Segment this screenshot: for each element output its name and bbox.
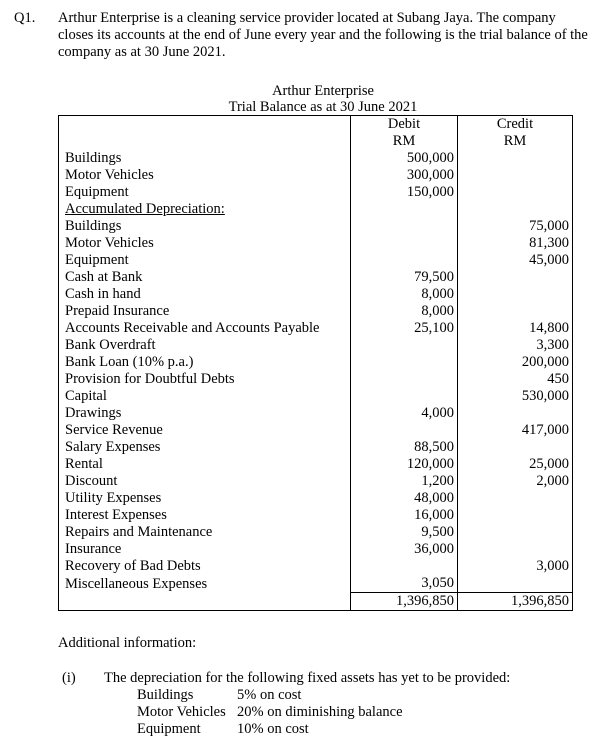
credit-amount: [458, 405, 573, 422]
table-row: [59, 218, 573, 235]
account-name: Provision for Doubtful Debts: [59, 371, 351, 388]
debit-amount: 8,000: [351, 303, 458, 320]
credit-amount: [458, 150, 573, 167]
account-name: Motor Vehicles: [59, 235, 351, 252]
credit-header: Credit: [458, 116, 573, 134]
table-row: [59, 524, 573, 541]
credit-amount: [458, 541, 573, 558]
trial-balance-table: [58, 115, 573, 611]
table-row: [59, 303, 573, 320]
account-name: Salary Expenses: [59, 439, 351, 456]
account-name: Interest Expenses: [59, 507, 351, 524]
account-name: Utility Expenses: [59, 490, 351, 507]
table-row: [59, 286, 573, 303]
asset-name: Buildings: [137, 687, 194, 703]
table-row: [59, 354, 573, 371]
debit-amount: 79,500: [351, 269, 458, 286]
table-row: [59, 490, 573, 507]
credit-amount: 3,300: [458, 337, 573, 354]
account-name: Service Revenue: [59, 422, 351, 439]
asset-name: Motor Vehicles: [137, 704, 226, 720]
account-name: Miscellaneous Expenses: [59, 575, 351, 593]
debit-amount: [351, 558, 458, 575]
debit-amount: 8,000: [351, 286, 458, 303]
credit-amount: 25,000: [458, 456, 573, 473]
credit-amount: [458, 575, 573, 593]
debit-amount: 300,000: [351, 167, 458, 184]
account-name: Equipment: [59, 252, 351, 269]
debit-amount: 150,000: [351, 184, 458, 201]
account-name: Bank Overdraft: [59, 337, 351, 354]
account-name: Capital: [59, 388, 351, 405]
credit-amount: 417,000: [458, 422, 573, 439]
debit-amount: 1,200: [351, 473, 458, 490]
debit-amount: 36,000: [351, 541, 458, 558]
debit-header: Debit: [351, 116, 458, 134]
debit-amount: 48,000: [351, 490, 458, 507]
debit-amount: [351, 371, 458, 388]
credit-currency: RM: [458, 133, 573, 150]
depreciation-rate: 10% on cost: [237, 721, 309, 737]
debit-amount: 120,000: [351, 456, 458, 473]
debit-amount: [351, 354, 458, 371]
account-name: Bank Loan (10% p.a.): [59, 354, 351, 371]
account-name: Cash at Bank: [59, 269, 351, 286]
total-debit: 1,396,850: [351, 593, 458, 611]
depreciation-item: [137, 721, 403, 738]
depreciation-list: [137, 687, 403, 738]
totals-label: [59, 593, 351, 611]
debit-amount: 25,100: [351, 320, 458, 337]
table-row: [59, 269, 573, 286]
table-row: [59, 405, 573, 422]
credit-amount: 45,000: [458, 252, 573, 269]
credit-amount: 200,000: [458, 354, 573, 371]
table-row: [59, 456, 573, 473]
additional-info-heading: Additional information:: [58, 635, 197, 651]
item-number: (i): [62, 670, 76, 686]
credit-amount: [458, 524, 573, 541]
account-name: Rental: [59, 456, 351, 473]
debit-amount: [351, 388, 458, 405]
credit-amount: [458, 184, 573, 201]
debit-amount: [351, 201, 458, 218]
credit-amount: 530,000: [458, 388, 573, 405]
account-name: Motor Vehicles: [59, 167, 351, 184]
table-row: [59, 320, 573, 337]
debit-amount: 16,000: [351, 507, 458, 524]
account-name: Equipment: [59, 184, 351, 201]
table-row: [59, 167, 573, 184]
account-name: Buildings: [59, 150, 351, 167]
credit-amount: [458, 286, 573, 303]
debit-amount: [351, 422, 458, 439]
table-row: [59, 201, 573, 218]
total-credit: 1,396,850: [458, 593, 573, 611]
debit-amount: [351, 252, 458, 269]
account-name: Cash in hand: [59, 286, 351, 303]
depreciation-rate: 20% on diminishing balance: [237, 704, 403, 720]
table-row: [59, 473, 573, 490]
debit-amount: 500,000: [351, 150, 458, 167]
table-row: [59, 558, 573, 575]
table-row: [59, 422, 573, 439]
company-name: Arthur Enterprise: [272, 83, 374, 99]
asset-name: Equipment: [137, 721, 201, 737]
credit-amount: [458, 167, 573, 184]
table-header-row: [59, 116, 573, 134]
account-name: Discount: [59, 473, 351, 490]
credit-amount: [458, 201, 573, 218]
credit-amount: 3,000: [458, 558, 573, 575]
credit-amount: 81,300: [458, 235, 573, 252]
credit-amount: [458, 269, 573, 286]
depreciation-item: [137, 704, 403, 721]
table-row: [59, 575, 573, 593]
table-row: [59, 541, 573, 558]
item-text: The depreciation for the following fixed assets has yet to be provided:: [104, 670, 511, 686]
table-row: [59, 371, 573, 388]
header-blank: [59, 116, 351, 134]
account-name: Drawings: [59, 405, 351, 422]
depreciation-item: [137, 687, 403, 704]
account-name: Prepaid Insurance: [59, 303, 351, 320]
account-name: Repairs and Maintenance: [59, 524, 351, 541]
debit-amount: 3,050: [351, 575, 458, 593]
depreciation-rate: 5% on cost: [237, 687, 302, 703]
table-row: [59, 337, 573, 354]
credit-amount: [458, 507, 573, 524]
credit-amount: [458, 439, 573, 456]
debit-amount: 9,500: [351, 524, 458, 541]
table-row: [59, 388, 573, 405]
account-name: Accounts Receivable and Accounts Payable: [59, 320, 351, 337]
table-row: [59, 235, 573, 252]
account-name: Recovery of Bad Debts: [59, 558, 351, 575]
credit-amount: [458, 490, 573, 507]
totals-row: [59, 593, 573, 611]
debit-amount: 88,500: [351, 439, 458, 456]
question-number: Q1.: [14, 10, 36, 26]
account-name: Buildings: [59, 218, 351, 235]
trial-balance-title: Trial Balance as at 30 June 2021: [228, 99, 418, 115]
credit-amount: 2,000: [458, 473, 573, 490]
credit-amount: [458, 303, 573, 320]
debit-amount: 4,000: [351, 405, 458, 422]
table-row: [59, 439, 573, 456]
debit-amount: [351, 337, 458, 354]
table-row: [59, 252, 573, 269]
credit-amount: 450: [458, 371, 573, 388]
credit-amount: 14,800: [458, 320, 573, 337]
debit-amount: [351, 218, 458, 235]
credit-amount: 75,000: [458, 218, 573, 235]
account-name: Insurance: [59, 541, 351, 558]
table-row: [59, 150, 573, 167]
debit-currency: RM: [351, 133, 458, 150]
question-intro: Arthur Enterprise is a cleaning service provider located at Subang Jaya. The company closes its accounts at the end of June every year and the following is the trial balance of the company as at 30 June 2021.: [58, 10, 588, 60]
account-name: Accumulated Depreciation:: [59, 201, 351, 218]
table-row: [59, 184, 573, 201]
debit-amount: [351, 235, 458, 252]
currency-row: [59, 133, 573, 150]
table-row: [59, 507, 573, 524]
